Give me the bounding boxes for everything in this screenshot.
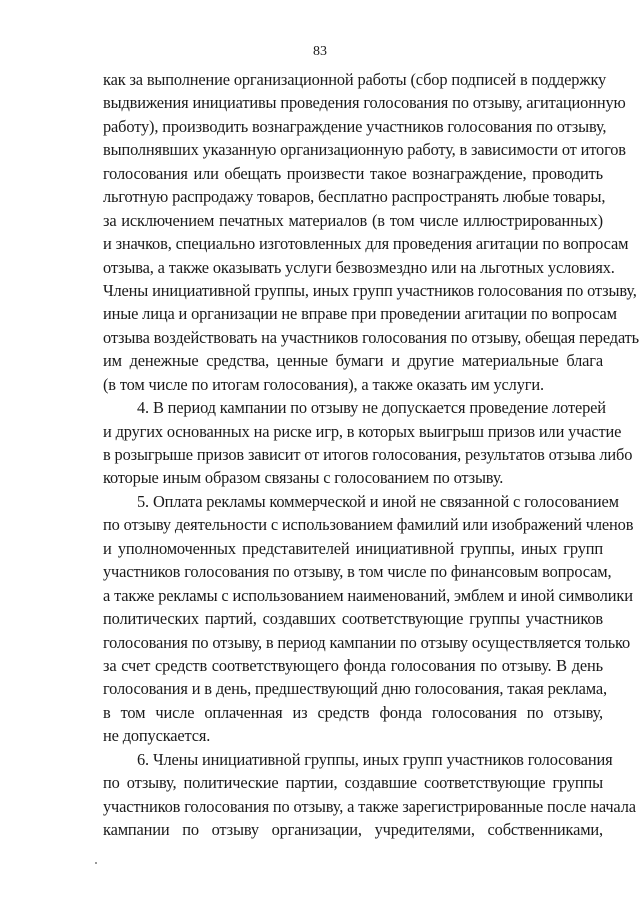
paragraph — [103, 396, 633, 490]
text-line: выполнявших указанную организационную работу, в зависимости от итогов — [103, 140, 626, 160]
text-line: и уполномоченных представителей инициативной группы, иных групп — [103, 538, 603, 558]
text-line: участников голосования по отзыву, в том числе по финансовым вопросам, — [103, 562, 612, 582]
text-line: 5. Оплата рекламы коммерческой и иной не связанной с голосованием — [137, 491, 619, 511]
text-line: по отзыву, политические партии, создавшие соответствующие группы — [103, 773, 603, 793]
text-line: которые иным образом связаны с голосованием по отзыву. — [103, 468, 504, 488]
text-line: голосования по отзыву, в период кампании по отзыву осуществляется только — [103, 632, 631, 652]
document-body — [103, 68, 639, 841]
text-line: участников голосования по отзыву, а также зарегистрированные после начала — [103, 796, 636, 816]
text-line: выдвижения инициативы проведения голосования по отзыву, агитационную — [103, 93, 626, 113]
text-line: иные лица и организации не вправе при проведении агитации по вопросам — [103, 304, 617, 324]
paragraph — [103, 68, 639, 396]
scan-speck — [95, 862, 97, 864]
text-line: (в том числе по итогам голосования), а также оказать им услуги. — [103, 374, 544, 394]
text-line: работу), производить вознаграждение участников голосования по отзыву, — [103, 116, 607, 136]
text-line: кампании по отзыву организации, учредителями, собственниками, — [103, 820, 603, 839]
text-line: льготную распродажу товаров, бесплатно распространять любые товары, — [103, 187, 606, 207]
text-line: отзыва, а также оказывать услуги безвозмездно или на льготных условиях. — [103, 257, 615, 277]
text-line: 4. В период кампании по отзыву не допускается проведение лотерей — [137, 398, 606, 418]
text-line: политических партий, создавших соответствующие группы участников — [103, 609, 603, 629]
text-line: им денежные средства, ценные бумаги и другие материальные блага — [103, 351, 603, 371]
text-line: не допускается. — [103, 726, 211, 746]
text-line: голосования или обещать произвести такое вознаграждение, проводить — [103, 163, 603, 183]
text-line: отзыва воздействовать на участников голосования по отзыву, обещая передать — [103, 327, 639, 347]
text-line: голосования и в день, предшествующий дню голосования, такая реклама, — [103, 679, 607, 699]
text-line: как за выполнение организационной работы (сбор подписей в поддержку — [103, 70, 607, 89]
text-line: Члены инициативной группы, иных групп участников голосования по отзыву, — [103, 280, 637, 300]
text-line: и значков, специально изготовленных для проведения агитации по вопросам — [103, 234, 629, 254]
text-line: за счет средств соответствующего фонда голосования по отзыву. В день — [103, 655, 603, 675]
text-line: в том числе оплаченная из средств фонда голосования по отзыву, — [103, 702, 603, 722]
paragraph — [103, 748, 636, 842]
text-line: по отзыву деятельности с использованием фамилий или изображений членов — [103, 515, 634, 535]
text-line: а также рекламы с использованием наименований, эмблем и иной символики — [103, 585, 633, 605]
text-line: и других основанных на риске игр, в которых выигрыш призов или участие — [103, 421, 622, 441]
page-number: 83 — [313, 44, 327, 59]
paragraph — [103, 490, 634, 748]
text-line: в розыгрыше призов зависит от итогов голосования, результатов отзыва либо — [103, 445, 633, 464]
text-line: за исключением печатных материалов (в том числе иллюстрированных) — [103, 210, 603, 230]
text-line: 6. Члены инициативной группы, иных групп участников голосования — [137, 749, 613, 769]
